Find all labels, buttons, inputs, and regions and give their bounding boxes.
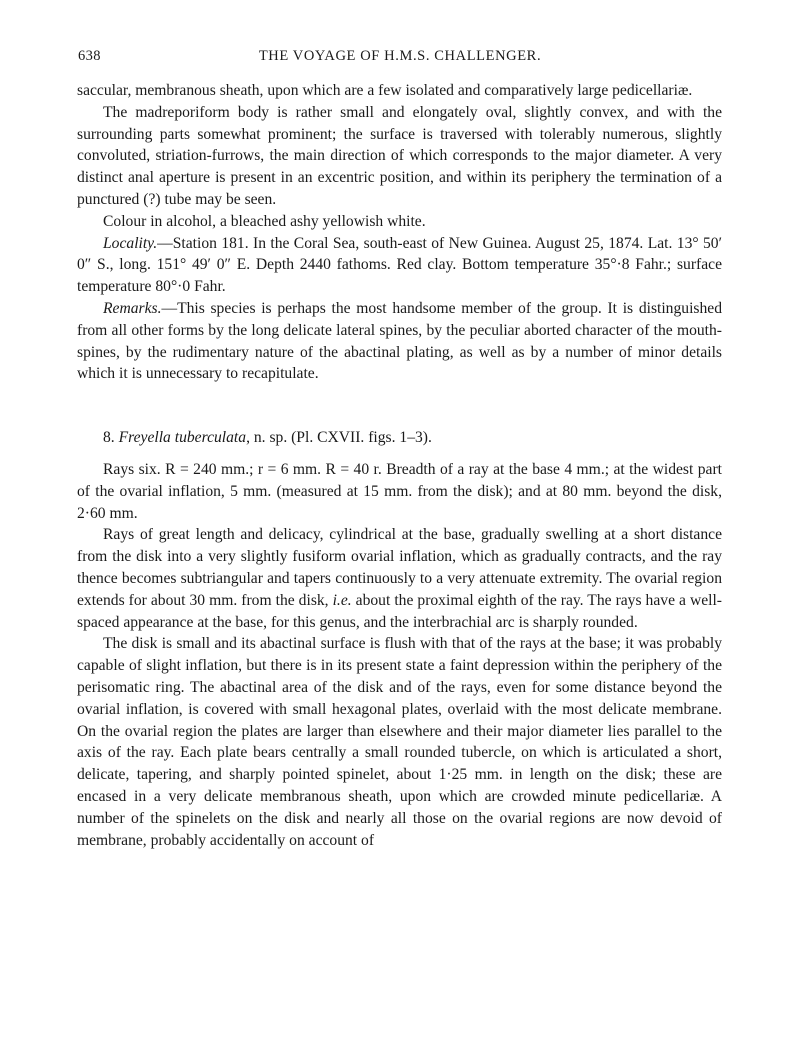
paragraph-continuation: saccular, membranous sheath, upon which are a few isolated and comparatively large pedicellariæ. (77, 82, 693, 99)
paragraph-remarks (77, 298, 722, 385)
locality-label: Locality. (103, 234, 158, 252)
running-head (78, 48, 722, 70)
rays-description-a: Rays of great length and delicacy, cylindrical at the base, gradually swelling at a short distance from the disk into a very slightly fusiform ovarial inflation, which as gradually contracts, and the ray thence becomes subtriangular and tapers continuously to a very attenuate extremity. The ovarial region extends for about 30 mm. from the disk, (77, 526, 722, 609)
species-number: 8. (103, 429, 115, 447)
rays-description-b: about the proximal eighth of the ray. The rays have a well-spaced appearance at the base, for this genus, and the interbrachial arc is sharply rounded. (77, 591, 722, 631)
locality-text: —Station 181. In the Coral Sea, south-east of New Guinea. August 25, 1874. Lat. 13° 50′ 0″ S., long. 151° 49′ 0″ E. Depth 2440 fathoms. Red clay. Bottom temperature 35°·8 Fahr.; surface temperature 80°·0 Fahr. (77, 234, 722, 296)
species-heading (77, 427, 722, 449)
paragraph-madreporiform: The madreporiform body is rather small and elongately oval, slightly convex, and with the surrounding parts somewhat prominent; the surface is traversed with tolerably numerous, slightly convoluted, striation-furrows, the main direction of which corresponds to the major diameter. A very distinct anal aperture is present in an excentric position, and within its periphery the termination of a punctured (?) tube may be seen. (77, 103, 722, 208)
remarks-text: —This species is perhaps the most handsome member of the group. It is distinguished from all other forms by the long delicate lateral spines, by the peculiar aborted character of the mouth-spines, by the rudimentary nature of the abactinal plating, as well as by a number of minor details which it is unnecessary to recapitulate. (77, 299, 722, 383)
remarks-label: Remarks. (103, 299, 162, 317)
paragraph-locality (77, 233, 722, 298)
paragraph-colour: Colour in alcohol, a bleached ashy yellowish white. (103, 212, 426, 230)
paragraph-rays-description (77, 524, 722, 633)
page-number: 638 (78, 48, 101, 64)
paragraph-disk: The disk is small and its abactinal surface is flush with that of the rays at the base; it was probably capable of slight inflation, but there is in its present state a faint depression within the periphery of the perisomatic ring. The abactinal area of the disk and of the rays, even for some distance beyond the ovarial inflation, is covered with small hexagonal plates, overlaid with the most delicate membrane. On the ovarial region the plates are larger than elsewhere and their major diameter lies parallel to the axis of the ray. Each plate bears centrally a small rounded tubercle, on which is articulated a short, delicate, tapering, and sharply pointed spinelet, about 1·25 mm. in length on the disk; these are encased in a very delicate membranous sheath, upon which are crowded minute pedicellariæ. A number of the spinelets on the disk and nearly all those on the ovarial regions are now devoid of membrane, probably accidentally on account of (77, 635, 722, 849)
species-name: Freyella tuberculata (118, 429, 247, 447)
paragraph-rays-measurements: Rays six. R = 240 mm.; r = 6 mm. R = 40 r. Breadth of a ray at the base 4 mm.; at the widest part of the ovarial inflation, 5 mm. (measured at 15 mm. from the disk); and at 80 mm. beyond the disk, 2·60 mm. (77, 460, 722, 522)
running-title: THE VOYAGE OF H.M.S. CHALLENGER. (258, 48, 542, 64)
rays-description-ie: i.e. (332, 591, 352, 609)
species-reference: , n. sp. (Pl. CXVII. figs. 1–3). (246, 429, 432, 447)
body-text (77, 80, 722, 851)
